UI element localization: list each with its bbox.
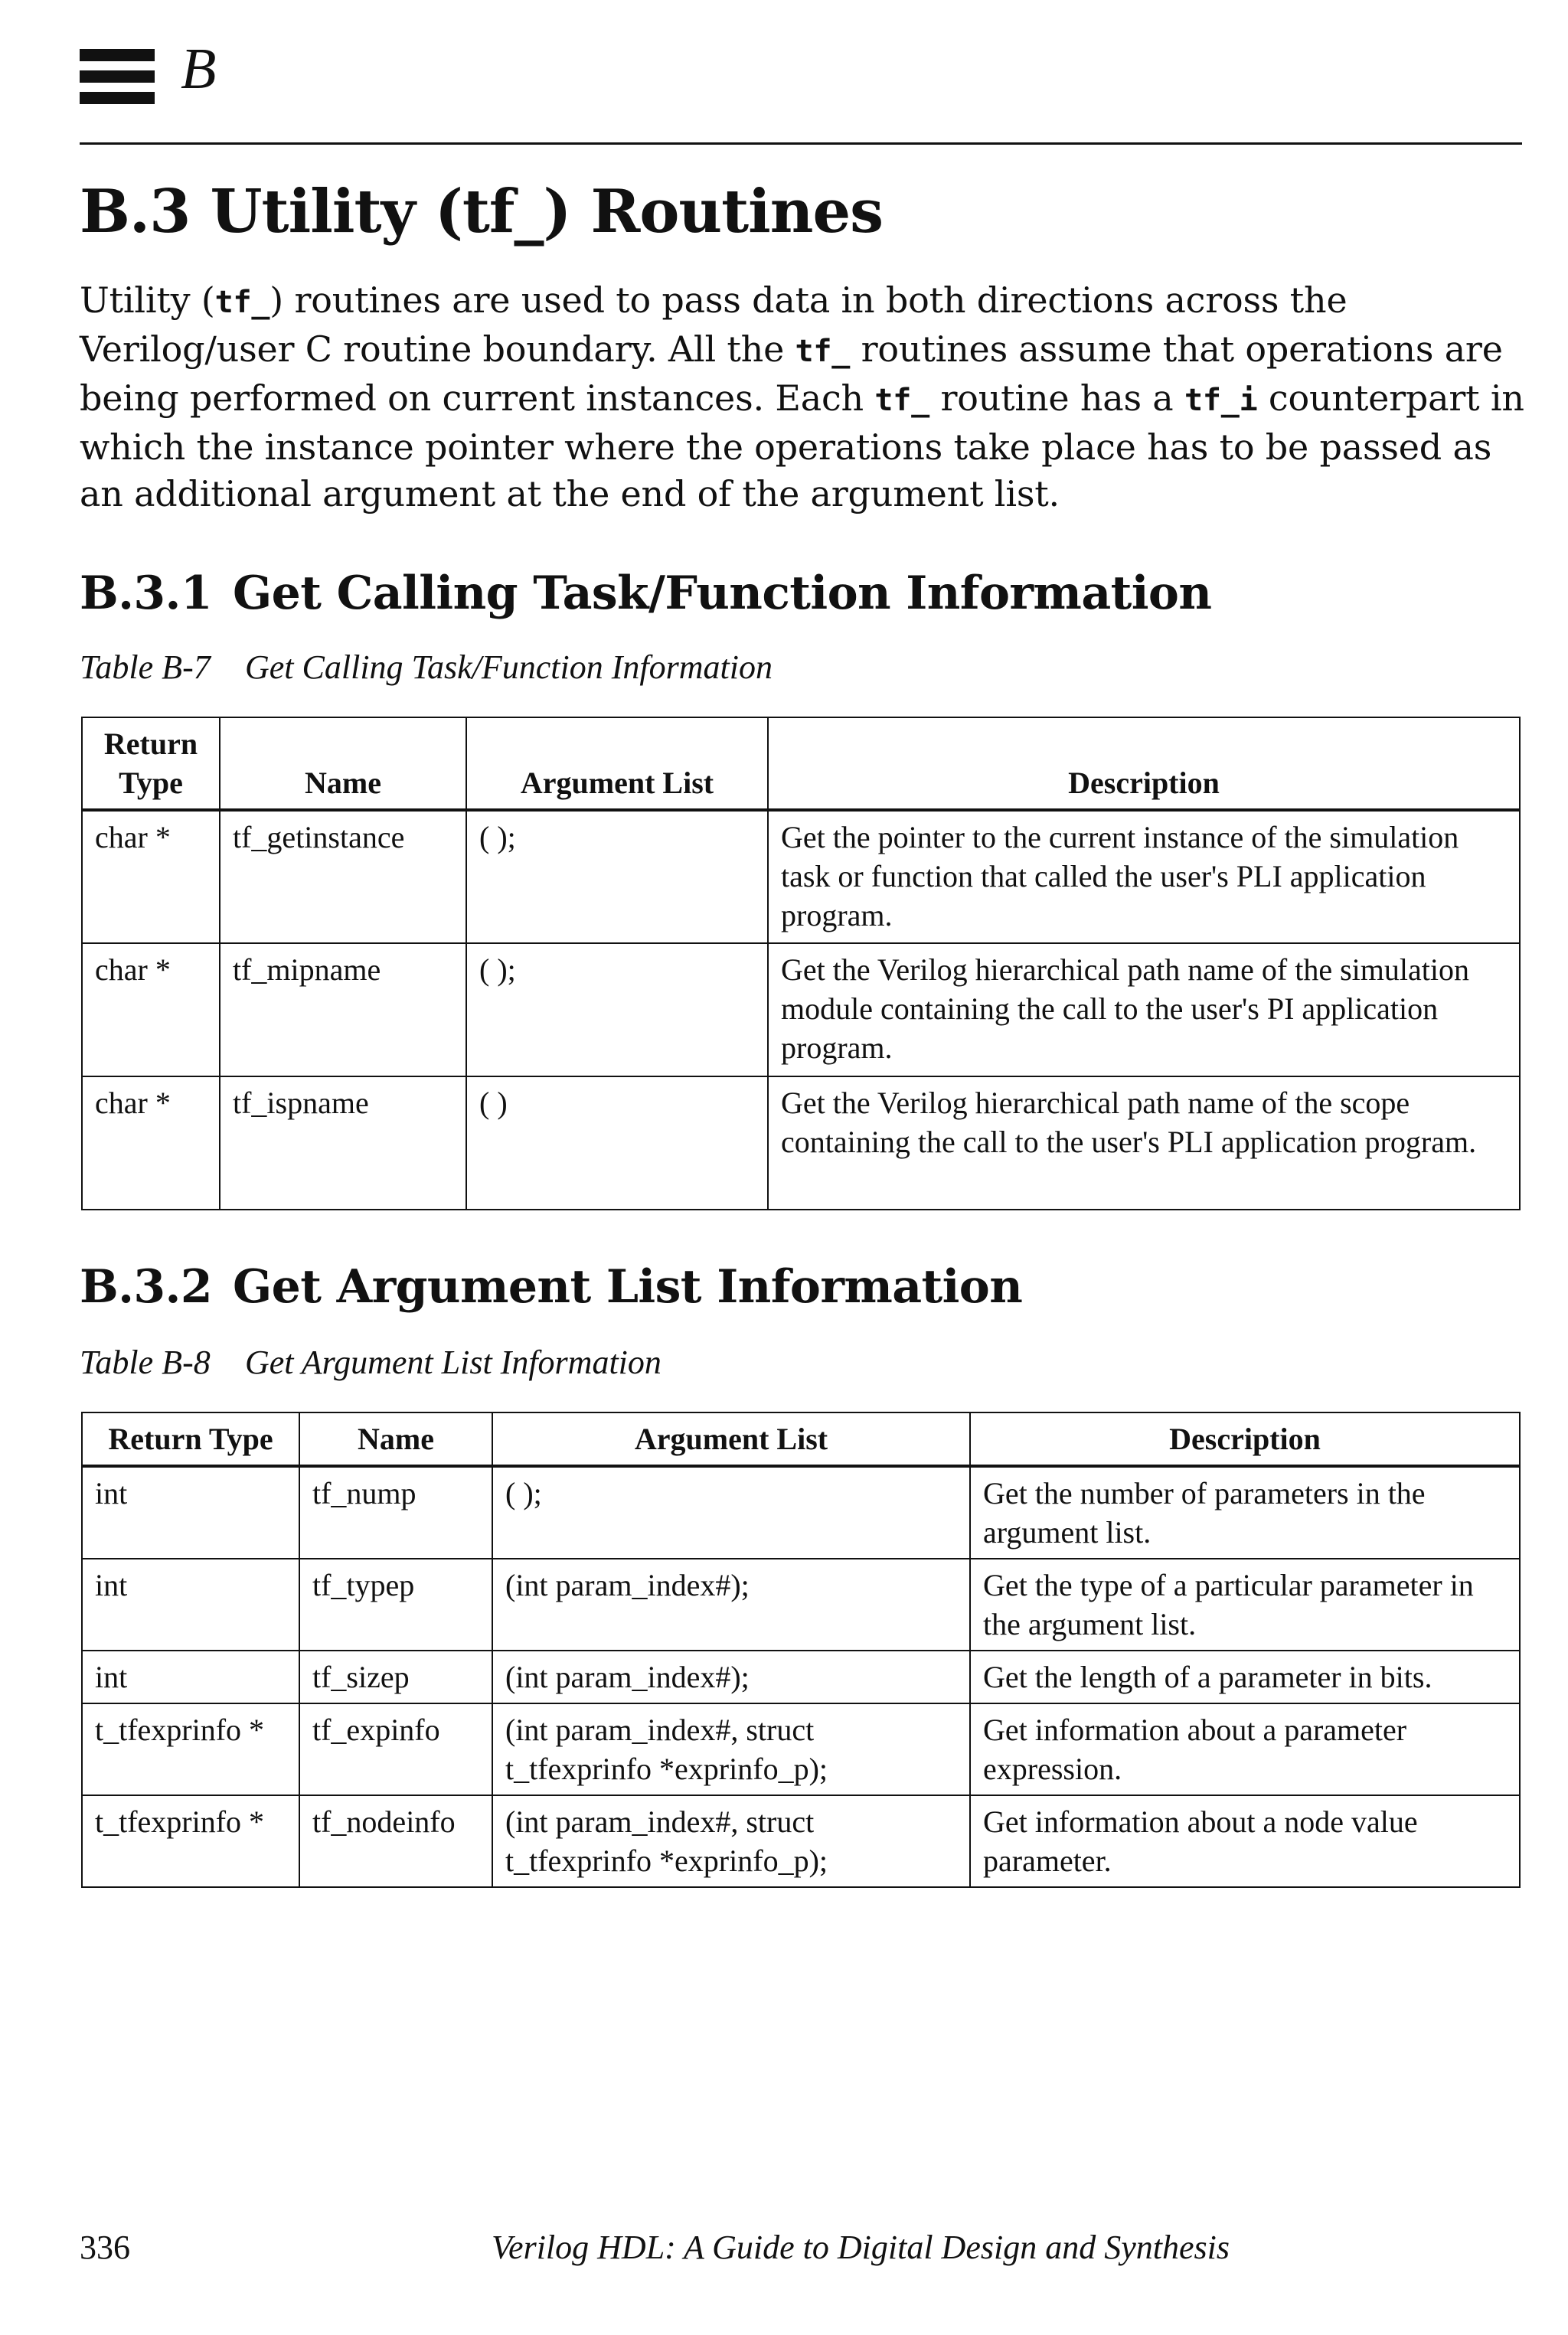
cell-name: tf_typep [299, 1559, 492, 1651]
cell-name: tf_nodeinfo [299, 1795, 492, 1887]
table-label: Table B-7 [80, 648, 211, 686]
header-description: Description [970, 1412, 1520, 1466]
section-number: B.3 [80, 177, 191, 247]
subsection-heading-b32 [80, 1262, 1022, 1312]
table-row [82, 943, 1520, 1076]
intro-text-1: Utility ( [80, 279, 215, 321]
cell-description: Get the pointer to the current instance of the simulation task or function that called the user's PLI application program. [768, 810, 1520, 943]
cell-description: Get the length of a parameter in bits. [970, 1651, 1520, 1703]
header-argument-list: Argument List [492, 1412, 970, 1466]
cell-description: Get information about a parameter expression. [970, 1703, 1520, 1795]
cell-args: ( ) [466, 1076, 768, 1210]
table-caption-b8 [80, 1346, 662, 1380]
cell-name: tf_getinstance [220, 810, 466, 943]
cell-args: (int param_index#, struct t_tfexprinfo *exprinfo_p); [492, 1703, 970, 1795]
section-heading [80, 179, 883, 245]
cell-description: Get the type of a particular parameter in the argument list. [970, 1559, 1520, 1651]
cell-return-type: char * [82, 943, 220, 1076]
table-label: Table B-8 [80, 1344, 211, 1381]
cell-return-type: char * [82, 810, 220, 943]
subsection-heading-b31 [80, 568, 1211, 619]
table-row [82, 1559, 1520, 1651]
cell-name: tf_nump [299, 1466, 492, 1559]
header-name: Name [220, 717, 466, 810]
header-return-type: Return Type [82, 1412, 299, 1466]
cell-name: tf_expinfo [299, 1703, 492, 1795]
cell-description: Get the number of parameters in the argument list. [970, 1466, 1520, 1559]
appendix-bars-icon [80, 49, 162, 122]
table-caption-b7 [80, 648, 773, 686]
table-row [82, 1795, 1520, 1887]
cell-args: (int param_index#, struct t_tfexprinfo *exprinfo_p); [492, 1795, 970, 1887]
cell-args: ( ); [492, 1466, 970, 1559]
subsection-title: Get Calling Task/Function Information [233, 567, 1212, 620]
cell-return-type: int [82, 1651, 299, 1703]
table-caption-text: Get Argument List Information [245, 1344, 662, 1381]
table-row [82, 1651, 1520, 1703]
book-title: Verilog HDL: A Guide to Digital Design and Synthesis [492, 2229, 1230, 2266]
table-row [82, 1466, 1520, 1559]
cell-args: (int param_index#); [492, 1651, 970, 1703]
table-b7 [81, 717, 1521, 1210]
intro-paragraph [80, 277, 1527, 518]
table-row [82, 1076, 1520, 1210]
intro-text-2: ) routines are used to pass data in both directions across the Verilog/user C routine boundary. All the [80, 279, 1348, 370]
header-name: Name [299, 1412, 492, 1466]
cell-description: Get the Verilog hierarchical path name of the scope containing the call to the user's PLI application program. [768, 1076, 1520, 1210]
appendix-letter: B [181, 37, 217, 101]
intro-code-tf: tf_ [214, 285, 270, 320]
table-b8 [81, 1412, 1521, 1888]
cell-name: tf_sizep [299, 1651, 492, 1703]
table-row [82, 810, 1520, 943]
cell-args: (int param_index#); [492, 1559, 970, 1651]
cell-description: Get the Verilog hierarchical path name of the simulation module containing the call to the user's PI application program. [768, 943, 1520, 1076]
intro-text-4: routine has a [929, 377, 1184, 419]
intro-text-3: routines assume that operations are being performed on current instances. Each [80, 328, 1503, 419]
cell-description: Get information about a node value parameter. [970, 1795, 1520, 1887]
cell-return-type: t_tfexprinfo * [82, 1703, 299, 1795]
intro-code-tf-3: tf_ [874, 383, 930, 418]
intro-code-tf-2: tf_ [795, 334, 851, 369]
intro-code-tfi: tf_i [1184, 383, 1258, 418]
header-description: Description [768, 717, 1520, 810]
cell-args: ( ); [466, 810, 768, 943]
section-title: Utility (tf_) Routines [210, 177, 883, 247]
intro-text-5: counterpart in which the instance pointer where the operations take place has to be passed as an additional argument at the end of the argument list. [80, 377, 1524, 514]
cell-return-type: char * [82, 1076, 220, 1210]
table-header-row [82, 1412, 1520, 1466]
subsection-title: Get Argument List Information [233, 1260, 1023, 1314]
subsection-number: B.3.1 [80, 567, 212, 620]
header-rule [80, 142, 1522, 145]
page-number: 336 [80, 2229, 130, 2266]
cell-args: ( ); [466, 943, 768, 1076]
header-return-type: Return Type [82, 717, 220, 810]
cell-return-type: int [82, 1466, 299, 1559]
cell-name: tf_mipname [220, 943, 466, 1076]
cell-name: tf_ispname [220, 1076, 466, 1210]
table-caption-text: Get Calling Task/Function Information [245, 648, 773, 686]
subsection-number: B.3.2 [80, 1260, 212, 1314]
cell-return-type: int [82, 1559, 299, 1651]
table-row [82, 1703, 1520, 1795]
header-argument-list: Argument List [466, 717, 768, 810]
table-header-row [82, 717, 1520, 810]
cell-return-type: t_tfexprinfo * [82, 1795, 299, 1887]
